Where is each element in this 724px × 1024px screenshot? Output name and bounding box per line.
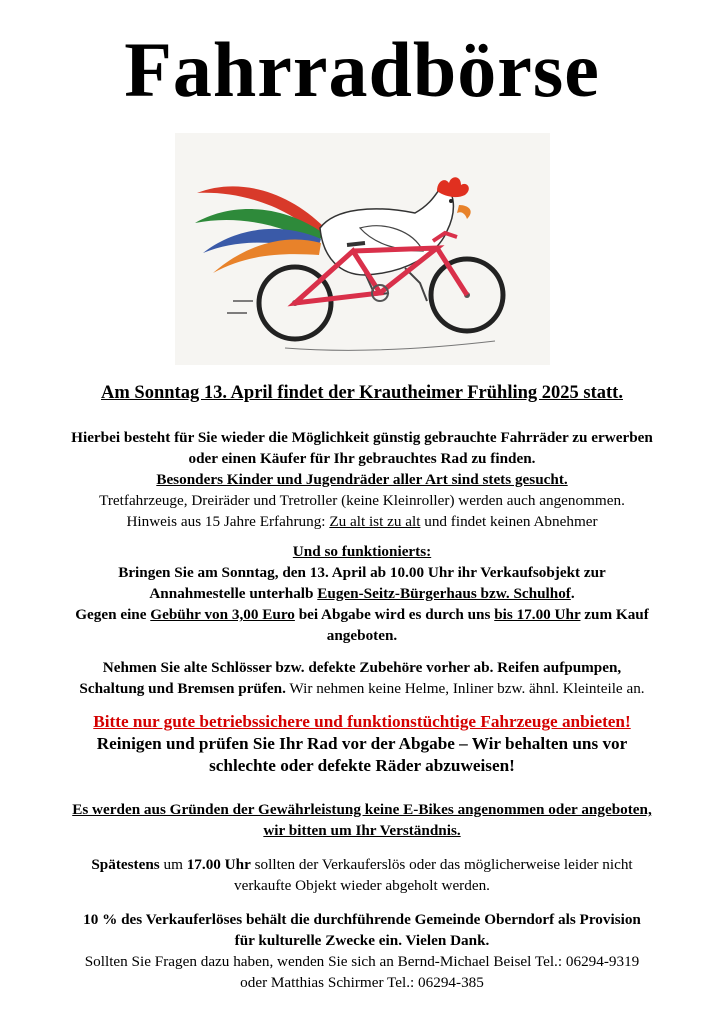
event-headline: Am Sonntag 13. April findet der Krautheimer Frühling 2025 statt. (101, 383, 623, 403)
intro-line: Hierbei besteht für Sie wieder die Möglichkeit günstig gebrauchte Fahrräder zu erwerben (71, 429, 653, 446)
pickup-line (20, 854, 704, 875)
how-heading: Und so funktionierts: (292, 543, 432, 560)
how-text-end: . (570, 585, 575, 602)
closing-line: für kulturelle Zwecke ein. Vielen Dank. (234, 932, 490, 949)
ebike-line: Es werden aus Gründen der Gewährleistung keine E-Bikes angenommen oder angeboten, (72, 801, 652, 818)
pickup-paragraph (20, 854, 704, 896)
how-text: bei Abgabe wird es durch uns (294, 606, 495, 623)
deadline: bis 17.00 Uhr (494, 606, 581, 623)
pickup-time: 17.00 Uhr (186, 856, 251, 873)
intro-line: oder einen Käufer für Ihr gebrauchtes Rad zu finden. (188, 450, 536, 467)
prep-line (20, 678, 704, 699)
how-line (20, 583, 704, 604)
pickup-text: um (159, 856, 187, 873)
warning-paragraph (20, 711, 704, 777)
how-line (20, 604, 704, 625)
pickup-text: sollten der Verkauferslös oder das möglicherweise leider nicht (250, 856, 633, 873)
prep-bold: Schaltung und Bremsen prüfen. (79, 680, 286, 697)
page-title: Fahrradbörse (124, 26, 600, 113)
rooster-bicycle-illustration (175, 133, 550, 365)
preparation-paragraph (20, 657, 704, 699)
prep-line: Nehmen Sie alte Schlösser bzw. defekte Zubehöre vorher ab. Reifen aufpumpen, (102, 659, 622, 676)
closing-paragraph (20, 909, 704, 993)
warning-line: schlechte oder defekte Räder abzuweisen! (209, 756, 515, 775)
location: Eugen-Seitz-Bürgerhaus bzw. Schulhof (317, 585, 571, 602)
prep-rest: Wir nehmen keine Helme, Inliner bzw. ähnl. Kleinteile an. (285, 680, 645, 697)
accepted-note: Tretfahrzeuge, Dreiräder und Tretroller (keine Kleinroller) werden auch angenommen. (99, 492, 625, 509)
experience-text-end: und findet keinen Abnehmer (420, 513, 598, 530)
warning-line: Reinigen und prüfen Sie Ihr Rad vor der Abgabe – Wir behalten uns vor (96, 734, 628, 753)
wanted-note: Besonders Kinder und Jugendräder aller Art sind stets gesucht. (156, 471, 568, 488)
closing-line: 10 % des Verkauferlöses behält die durchführende Gemeinde Oberndorf als Provision (83, 911, 641, 928)
pickup-line: verkaufte Objekt wieder abgeholt werden. (234, 877, 490, 894)
ebike-paragraph (20, 799, 704, 841)
warning-red: Bitte nur gute betriebssichere und funktionstüchtige Fahrzeuge anbieten! (93, 712, 631, 731)
contact-line: oder Matthias Schirmer Tel.: 06294-385 (240, 974, 484, 991)
how-text: Gegen eine (75, 606, 151, 623)
intro-paragraph (20, 427, 704, 532)
experience-note (20, 511, 704, 532)
pickup-bold: Spätestens (91, 856, 160, 873)
ebike-line: wir bitten um Ihr Verständnis. (263, 822, 461, 839)
how-it-works (20, 541, 704, 646)
how-line: angeboten. (326, 627, 398, 644)
experience-text: Hinweis aus 15 Jahre Erfahrung: (126, 513, 330, 530)
how-text-end: zum Kauf (580, 606, 649, 623)
fee: Gebühr von 3,00 Euro (150, 606, 295, 623)
contact-line: Sollten Sie Fragen dazu haben, wenden Sie sich an Bernd-Michael Beisel Tel.: 06294-9319 (84, 953, 640, 970)
how-text: Annahmestelle unterhalb (149, 585, 318, 602)
experience-emphasis: Zu alt ist zu alt (329, 513, 421, 530)
how-line: Bringen Sie am Sonntag, den 13. April ab 10.00 Uhr ihr Verkaufsobjekt zur (118, 564, 606, 581)
